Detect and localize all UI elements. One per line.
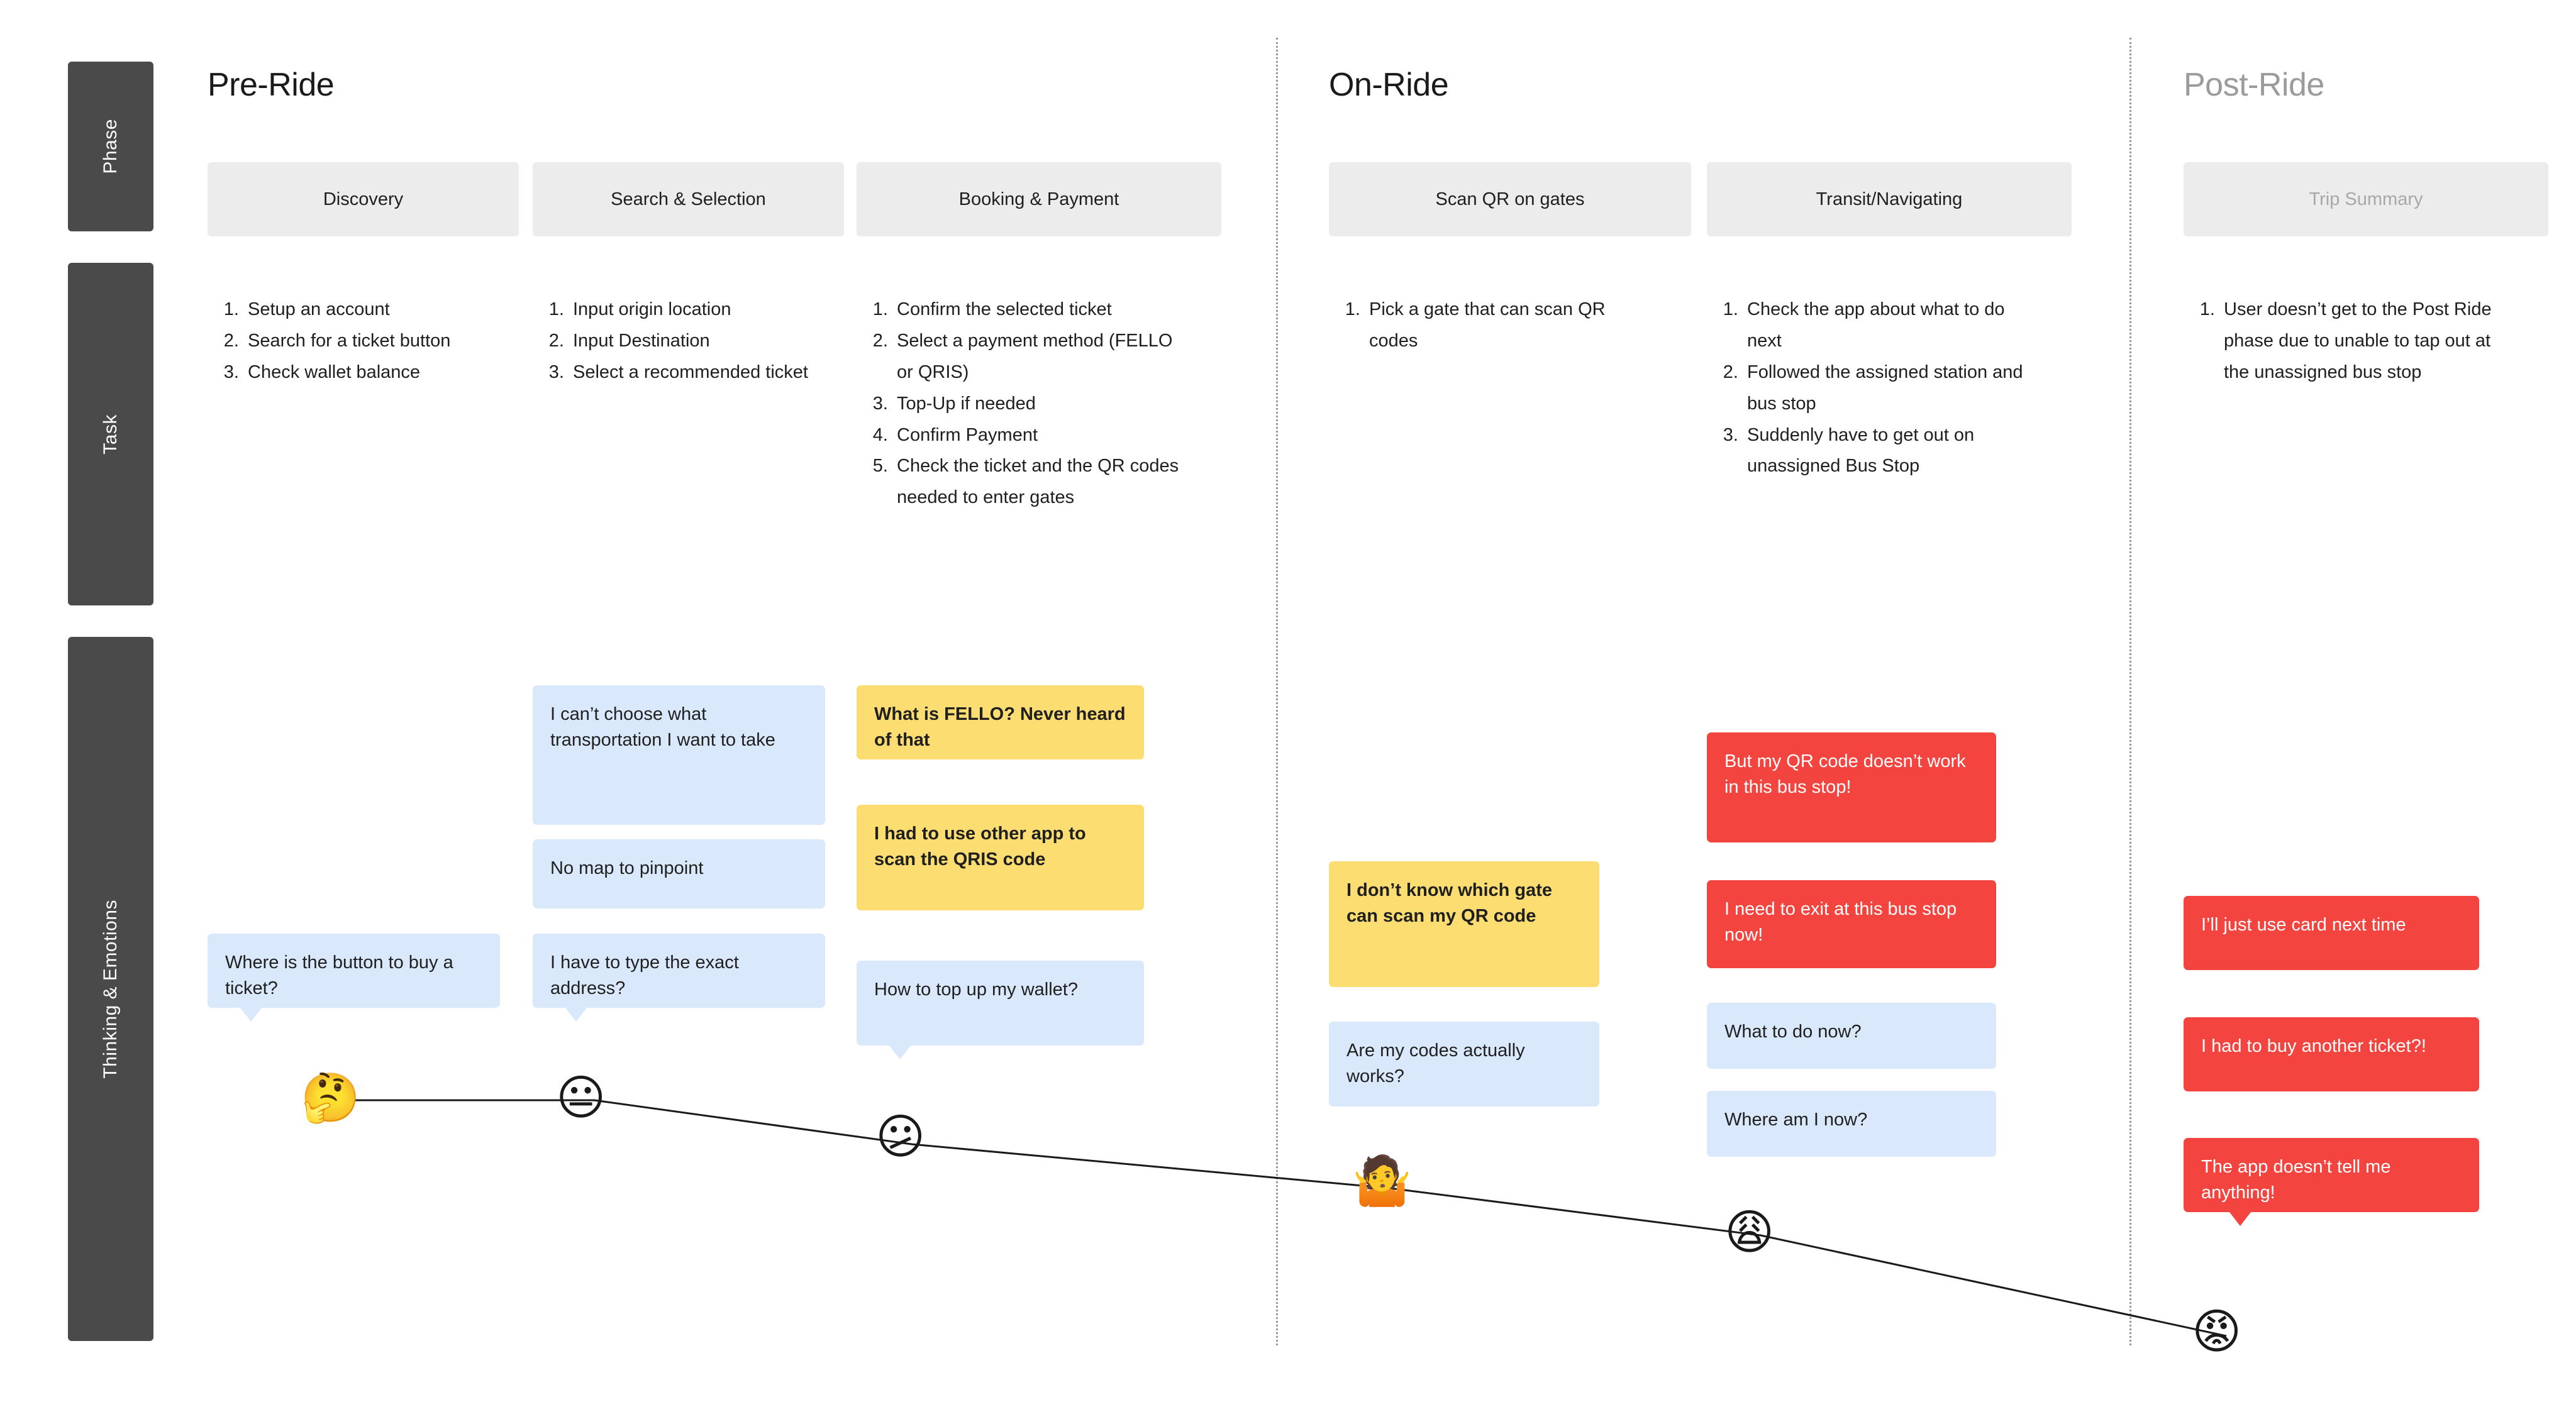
task-item: 1. Confirm the selected ticket [893,294,1184,326]
stage-chip-search-selection [533,162,844,236]
note-card[interactable]: Are my codes actually works? [1329,1022,1599,1107]
rail-emotions-label: Thinking & Emotions [100,899,121,1079]
note-tail [2229,1212,2251,1226]
phase-title-pre-ride: Pre-Ride [208,67,335,103]
note-card[interactable]: I’ll just use card next time [2184,896,2479,970]
phase-title-on-ride: On-Ride [1329,67,1449,103]
task-item: 3. Select a recommended ticket [569,357,828,389]
emotion-marker-weary-face: 😩 [1724,1204,1775,1260]
phase-divider-2 [2129,38,2131,1345]
rail-task-label: Task [100,414,121,455]
stage-label-trip-summary: Trip Summary [2309,189,2423,209]
stage-chip-discovery [208,162,519,236]
stage-label-booking-payment: Booking & Payment [958,189,1119,209]
task-list-booking-payment [857,294,1184,514]
note-card[interactable]: I had to use other app to scan the QRIS code [857,805,1144,910]
note-card[interactable]: I need to exit at this bus stop now! [1707,880,1996,968]
task-item: 4. Confirm Payment [893,420,1184,451]
note-card[interactable]: Where is the button to buy a ticket? [208,934,500,1008]
task-item: 1. Setup an account [244,294,503,326]
stage-label-transit: Transit/Navigating [1816,189,1963,209]
task-list-discovery [208,294,503,389]
task-item: 3. Suddenly have to get out on unassigned Bus Stop [1743,420,2040,483]
phase-title-post-ride: Post-Ride [2184,67,2324,103]
stage-label-discovery: Discovery [323,189,404,209]
emotion-marker-shrug-person: 🤷 [1352,1152,1412,1208]
stage-chip-scan-qr [1329,162,1691,236]
phase-divider-1 [1276,38,1278,1345]
task-item: 1. Pick a gate that can scan QR codes [1365,294,1656,357]
note-tail [240,1008,262,1022]
rail-emotions [68,637,153,1341]
note-card[interactable]: But my QR code doesn’t work in this bus stop! [1707,732,1996,842]
rail-task [68,263,153,605]
emotion-marker-angry-face: 😡 [2192,1303,2242,1359]
stage-chip-booking-payment [857,162,1221,236]
emotion-marker-thinking-face: 🤔 [301,1069,360,1125]
task-item: 3. Top-Up if needed [893,389,1184,420]
stage-label-search-selection: Search & Selection [611,189,766,209]
task-list-scan-qr [1329,294,1656,357]
rail-phase-label: Phase [100,119,121,174]
note-card[interactable]: No map to pinpoint [533,839,825,908]
task-list-trip-summary [2184,294,2511,389]
stage-chip-trip-summary [2184,162,2548,236]
task-item: 1. Check the app about what to do next [1743,294,2040,357]
note-card[interactable]: I don’t know which gate can scan my QR code [1329,861,1599,987]
task-item: 2. Search for a ticket button [244,326,503,357]
task-item: 1. Input origin location [569,294,828,326]
note-card[interactable]: What to do now? [1707,1003,1996,1069]
note-card[interactable]: The app doesn’t tell me anything! [2184,1138,2479,1212]
note-card[interactable]: I have to type the exact address? [533,934,825,1008]
task-item: 2. Followed the assigned station and bus stop [1743,357,2040,420]
task-item: 1. User doesn’t get to the Post Ride phase due to unable to tap out at the unassigned bus stop [2220,294,2511,389]
note-card[interactable]: I can’t choose what transportation I want to take [533,685,825,825]
note-card[interactable]: Where am I now? [1707,1091,1996,1157]
note-card[interactable]: How to top up my wallet? [857,961,1144,1046]
note-tail [889,1046,911,1059]
task-item: 2. Input Destination [569,326,828,357]
task-list-transit [1707,294,2040,482]
note-card[interactable]: I had to buy another ticket?! [2184,1017,2479,1091]
task-item: 5. Check the ticket and the QR codes needed to enter gates [893,451,1184,514]
emotion-marker-confused-face: 😕 [875,1108,926,1164]
task-item: 2. Select a payment method (FELLO or QRIS) [893,326,1184,389]
task-item: 3. Check wallet balance [244,357,503,389]
task-list-search-selection [533,294,828,389]
note-tail [565,1008,587,1022]
stage-label-scan-qr: Scan QR on gates [1435,189,1585,209]
rail-phase [68,62,153,231]
emotion-marker-neutral-face: 😐 [556,1069,606,1125]
note-card[interactable]: What is FELLO? Never heard of that [857,685,1144,759]
stage-chip-transit [1707,162,2072,236]
